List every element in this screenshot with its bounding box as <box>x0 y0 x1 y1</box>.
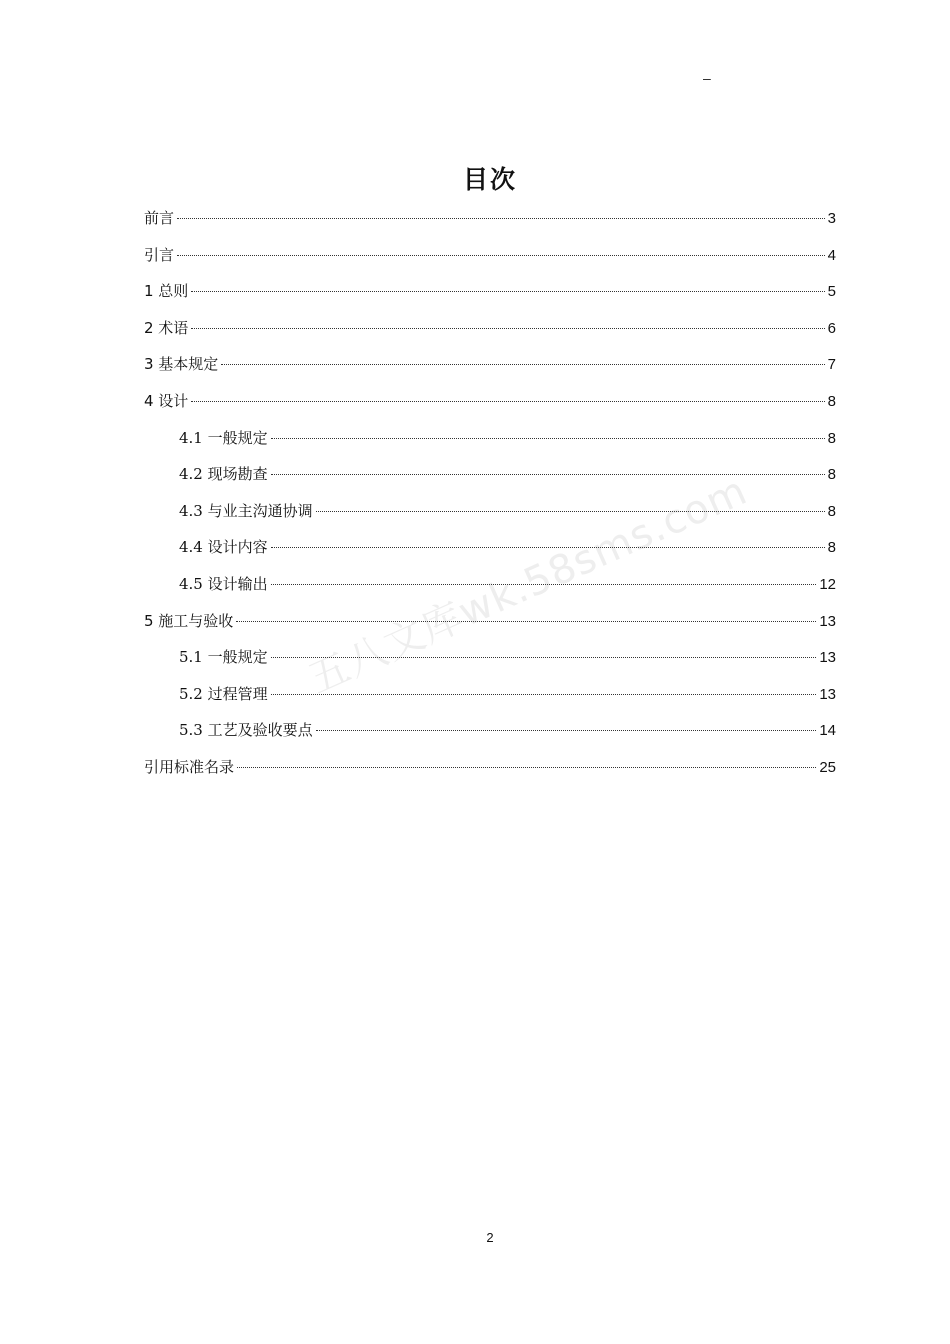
toc-entry-page: 8 <box>827 429 836 447</box>
toc-entry-page: 25 <box>819 758 836 776</box>
toc-entry-section-5-2[interactable] <box>144 679 836 716</box>
dot-leader <box>221 364 824 365</box>
toc-entry-page: 13 <box>819 612 836 630</box>
toc-entry-page: 8 <box>827 466 836 484</box>
header-mark: – <box>703 70 711 86</box>
toc-entry-section-5-1[interactable] <box>144 642 836 679</box>
dot-leader <box>271 694 817 695</box>
toc-entry-label: 4.3 与业主沟通协调 <box>179 501 313 520</box>
dot-leader <box>237 767 816 768</box>
toc-entry-page: 3 <box>827 210 836 227</box>
toc-entry-section-4-1[interactable] <box>144 423 836 460</box>
dot-leader <box>177 218 825 219</box>
toc-entry-label: 3 基本规定 <box>144 355 219 374</box>
toc-entry-label: 4.4 设计内容 <box>179 538 268 557</box>
toc-entry-section-4-4[interactable] <box>144 532 836 569</box>
toc-entry-chapter-3[interactable] <box>144 349 836 386</box>
dot-leader <box>316 730 817 731</box>
toc-entry-label: 前言 <box>144 209 175 227</box>
dot-leader <box>191 328 824 329</box>
toc-entry-page: 4 <box>827 246 836 264</box>
toc-entry-page: 5 <box>827 283 836 301</box>
toc-entry-label: 1 总则 <box>144 282 189 301</box>
dot-leader <box>271 474 825 475</box>
toc-entry-label: 4 设计 <box>144 391 189 410</box>
watermark: 五八文库wk.58sms.com <box>302 467 755 703</box>
toc-entry-label: 引言 <box>144 245 175 264</box>
dot-leader <box>236 621 816 622</box>
toc-entry-references[interactable] <box>144 752 836 789</box>
toc-entry-label: 2 术语 <box>144 318 189 337</box>
toc-entry-label: 5 施工与验收 <box>144 611 234 630</box>
toc-entry-label: 5.2 过程管理 <box>179 684 268 703</box>
toc-entry-label: 4.2 现场勘查 <box>179 465 268 484</box>
toc-entry-page: 8 <box>827 502 836 520</box>
toc-entry-chapter-4[interactable] <box>144 386 836 423</box>
toc-entry-page: 13 <box>819 685 836 703</box>
toc-entry-label: 引用标准名录 <box>144 757 235 776</box>
toc-entry-label: 4.1 一般规定 <box>179 428 268 447</box>
page-number: 2 <box>486 1230 494 1245</box>
toc-entry-introduction[interactable] <box>144 240 836 277</box>
dot-leader <box>191 401 824 402</box>
dot-leader <box>177 255 825 256</box>
toc-entry-page: 8 <box>827 392 836 410</box>
toc-entry-section-5-3[interactable] <box>144 715 836 752</box>
toc-entry-preface[interactable] <box>144 203 836 240</box>
toc-entry-label: 4.5 设计输出 <box>179 574 268 593</box>
toc-entry-page: 12 <box>819 575 836 593</box>
toc-entry-page: 14 <box>819 722 836 740</box>
toc-title: 目次 <box>462 165 517 194</box>
toc-entry-page: 8 <box>827 539 836 557</box>
toc-entry-page: 6 <box>827 319 836 337</box>
dot-leader <box>191 291 824 292</box>
toc-entry-chapter-2[interactable] <box>144 313 836 350</box>
dot-leader <box>271 438 825 439</box>
toc-entry-label: 5.3 工艺及验收要点 <box>179 721 313 740</box>
toc-entry-label: 5.1 一般规定 <box>179 648 268 667</box>
toc-entry-page: 7 <box>827 356 836 374</box>
toc-entry-page: 13 <box>819 649 836 667</box>
toc-entry-chapter-1[interactable] <box>144 276 836 313</box>
